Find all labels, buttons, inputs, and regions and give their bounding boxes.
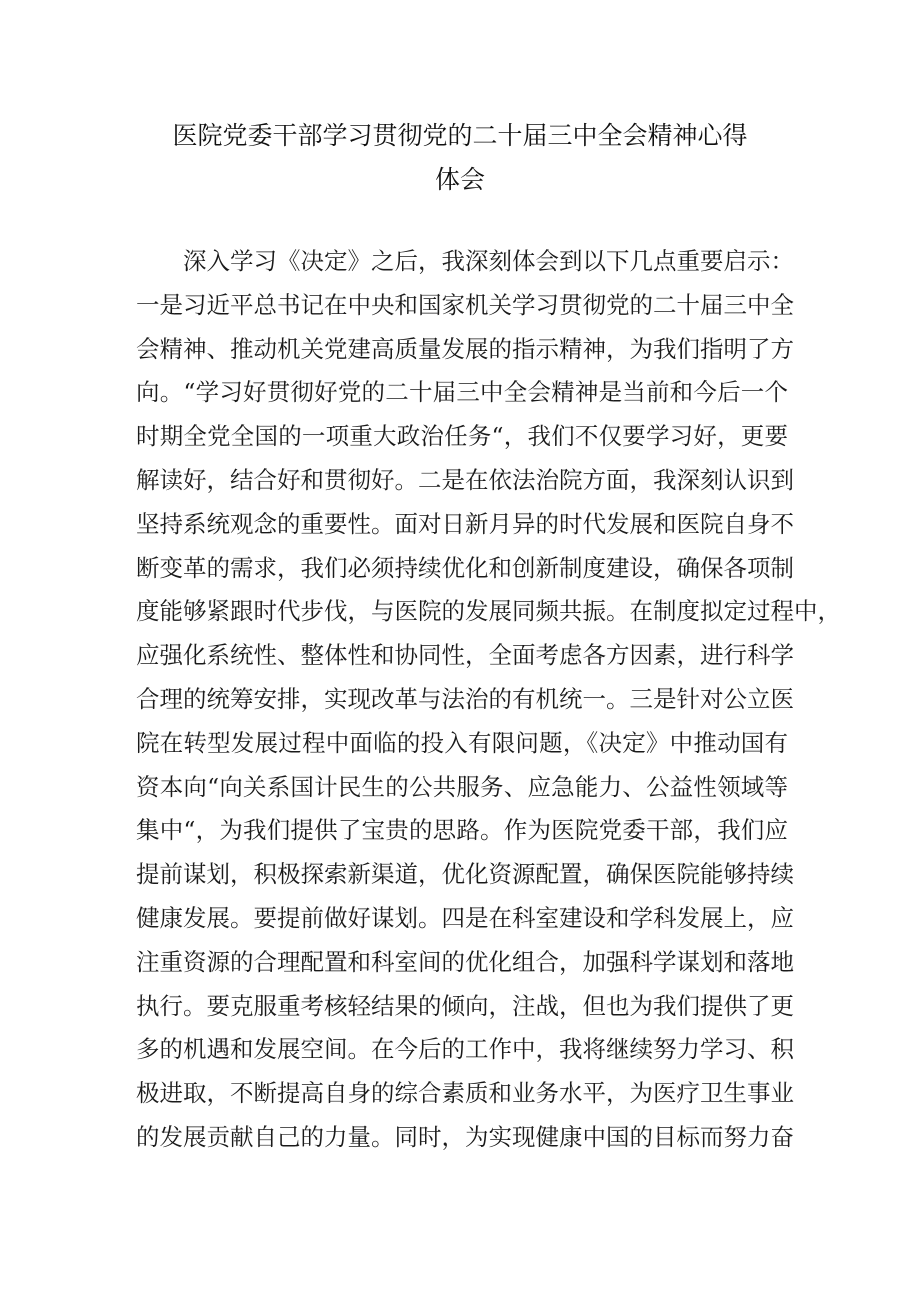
body-line: 会精神、推动机关党建高质量发展的指示精神，为我们指明了方	[136, 334, 794, 363]
body-line: 院在转型发展过程中面临的投入有限问题，《决定》中推动国有	[136, 728, 788, 757]
body-line: 向。“学习好贯彻好党的二十届三中全会精神是当前和今后一个	[136, 378, 788, 407]
body-line: 执行。要克服重考核轻结果的倾向，注战，但也为我们提供了更	[136, 991, 794, 1020]
document-title	[0, 114, 920, 202]
body-line: 资本向“向关系国计民生的公共服务、应急能力、公益性领域等	[136, 772, 788, 801]
body-line: 应强化系统性、整体性和协同性，全面考虑各方因素，进行科学	[136, 641, 794, 670]
body-line: 度能够紧跟时代步伐，与医院的发展同频共振。在制度拟定过程中，	[136, 597, 841, 626]
body-line: 解读好，结合好和贯彻好。二是在依法治院方面，我深刻认识到	[136, 465, 794, 494]
body-line: 极进取，不断提高自身的综合素质和业务水平，为医疗卫生事业	[136, 1079, 794, 1108]
document-body	[136, 240, 841, 1160]
body-line: 时期全党全国的一项重大政治任务“，我们不仅要学习好，更要	[136, 422, 788, 451]
body-line: 提前谋划，积极探索新渠道，优化资源配置，确保医院能够持续	[136, 860, 794, 889]
body-line: 多的机遇和发展空间。在今后的工作中，我将继续努力学习、积	[136, 1035, 794, 1064]
title-line-2: 体会	[434, 165, 485, 194]
body-line: 深入学习《决定》之后，我深刻体会到以下几点重要启示：	[183, 247, 794, 275]
body-line: 断变革的需求，我们必须持续优化和创新制度建设，确保各项制	[136, 553, 794, 582]
body-line: 的发展贡献自己的力量。同时，为实现健康中国的目标而努力奋	[136, 1122, 794, 1151]
body-line: 一是习近平总书记在中央和国家机关学习贯彻党的二十届三中全	[136, 290, 794, 319]
body-line: 健康发展。要提前做好谋划。四是在科室建设和学科发展上，应	[136, 903, 794, 932]
body-line: 坚持系统观念的重要性。面对日新月异的时代发展和医院自身不	[136, 509, 794, 538]
body-line: 注重资源的合理配置和科室间的优化组合，加强科学谋划和落地	[136, 947, 794, 976]
body-line: 集中“，为我们提供了宝贵的思路。作为医院党委干部，我们应	[136, 816, 788, 845]
body-line: 合理的统筹安排，实现改革与法治的有机统一。三是针对公立医	[136, 684, 794, 713]
title-line-1: 医院党委干部学习贯彻党的二十届三中全会精神心得	[172, 121, 748, 150]
